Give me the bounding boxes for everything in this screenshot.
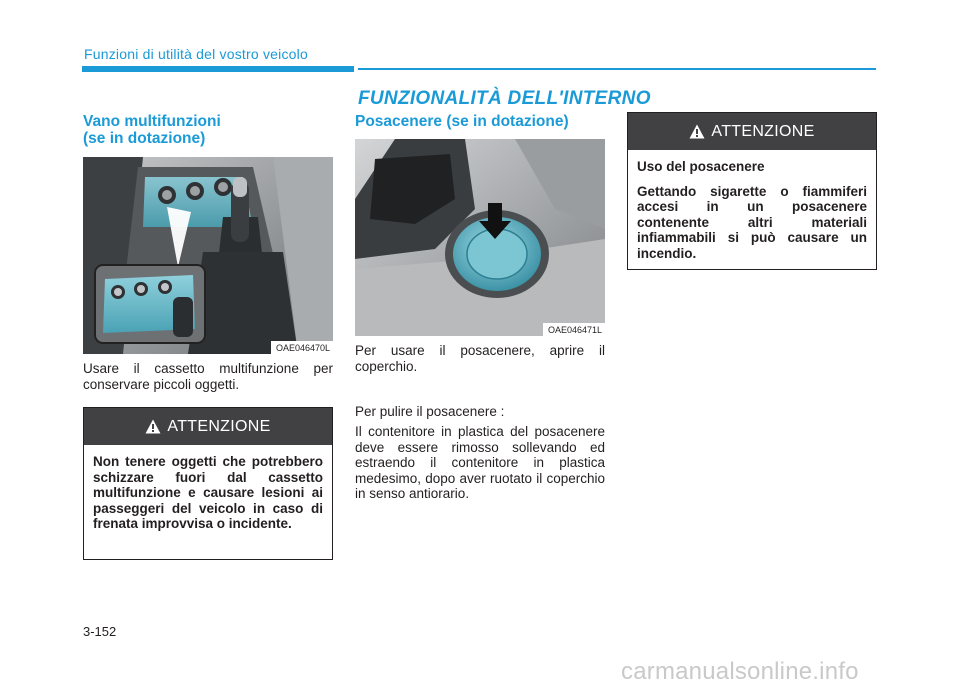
watermark: carmanualsonline.info bbox=[621, 658, 859, 685]
right-warning-subtitle: Uso del posacenere bbox=[637, 159, 765, 174]
left-warning-title: ATTENZIONE bbox=[167, 417, 271, 435]
left-subtitle-line2: (se in dotazione) bbox=[83, 130, 206, 147]
header-title: Funzioni di utilità del vostro veicolo bbox=[84, 46, 308, 62]
multifunction-tray-photo bbox=[83, 157, 333, 354]
middle-image-code: OAE046471L bbox=[543, 323, 605, 336]
right-warning-content bbox=[628, 150, 876, 269]
warning-triangle-icon bbox=[689, 124, 705, 139]
left-subtitle bbox=[83, 113, 221, 147]
right-warning-header bbox=[628, 113, 876, 150]
left-image-code: OAE046470L bbox=[271, 341, 333, 354]
middle-paragraph-2: Per pulire il posacenere : bbox=[355, 404, 505, 419]
ashtray-illustration bbox=[355, 139, 605, 336]
page-number: 3-152 bbox=[83, 624, 117, 639]
warning-triangle-icon bbox=[145, 419, 161, 434]
middle-paragraph-3: Il contenitore in plastica del posacenere deve essere rimosso sollevando ed estraendo il contenitore in plastica medesimo, dopo aver ruotato il coperchio in senso antiorario. bbox=[355, 424, 605, 501]
left-warning-text: Non tenere oggetti che potrebbero schizzare fuori dal cassetto multifunzione e causare lesioni ai passeggeri del veicolo in caso di frenata improvvisa o incidente. bbox=[93, 454, 323, 531]
left-subtitle-line1: Vano multifunzioni bbox=[83, 113, 221, 130]
right-warning-title: ATTENZIONE bbox=[711, 122, 815, 140]
section-title: FUNZIONALITÀ DELL'INTERNO bbox=[358, 88, 651, 109]
left-warning-box bbox=[83, 407, 333, 560]
multifunction-tray-illustration bbox=[83, 157, 333, 354]
left-warning-header bbox=[84, 408, 332, 445]
left-paragraph: Usare il cassetto multifunzione per conservare piccoli oggetti. bbox=[83, 361, 333, 392]
ashtray-photo bbox=[355, 139, 605, 336]
right-warning-box bbox=[627, 112, 877, 270]
middle-subtitle: Posacenere (se in dotazione) bbox=[355, 113, 569, 130]
header-bar bbox=[82, 66, 354, 72]
right-warning-text: Gettando sigarette o fiammiferi accesi in un posacenere contenente altri materiali infiammabili si può causare un incendio. bbox=[637, 183, 867, 261]
header-rule bbox=[358, 68, 876, 70]
middle-paragraph-1: Per usare il posacenere, aprire il coperchio. bbox=[355, 343, 605, 374]
